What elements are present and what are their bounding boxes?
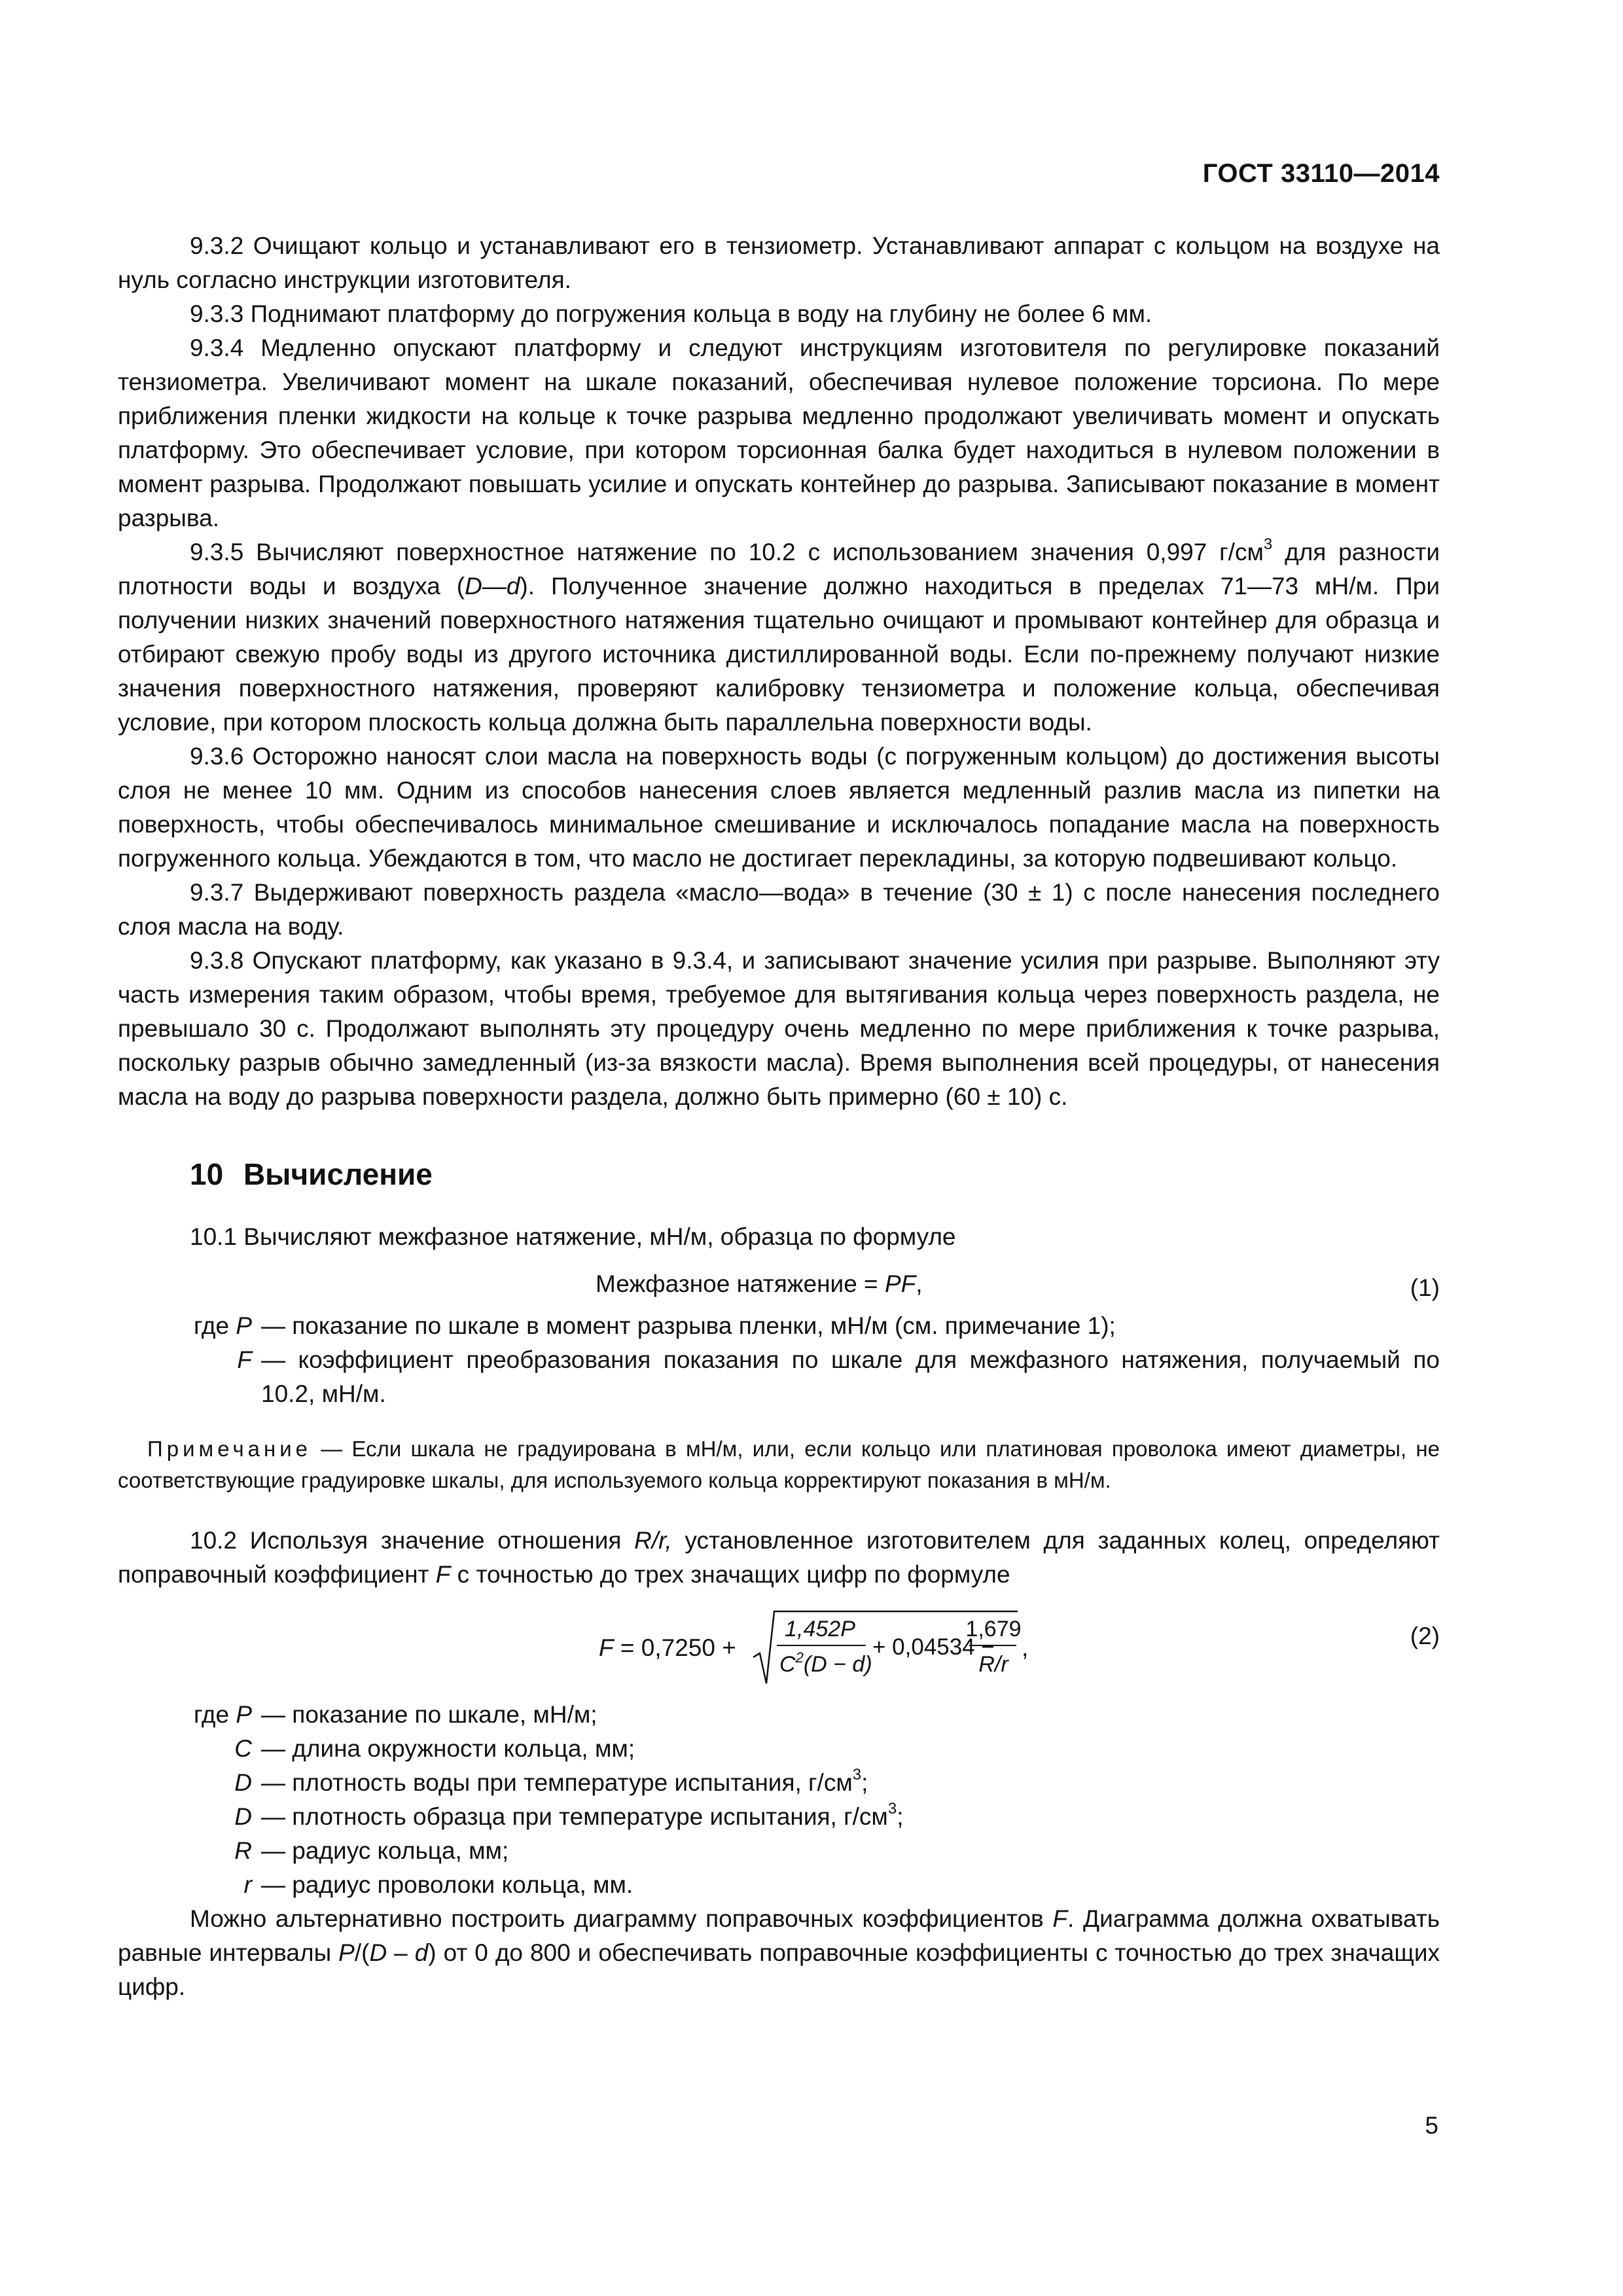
note-label: Примечание	[147, 1437, 312, 1461]
paragraph-10-2-part-b: установленное изготовителем для заданных колец, определяют поправочный коэффициент	[118, 1527, 1440, 1588]
symbol-r-wire: r	[243, 1871, 252, 1898]
symbol-p: P	[338, 1939, 355, 1966]
definition-symbol	[118, 1343, 252, 1411]
definition-row	[118, 1309, 1440, 1343]
definition-symbol	[118, 1868, 252, 1902]
symbol-f: F	[435, 1561, 451, 1588]
paragraph-9-3-6: 9.3.6 Осторожно наносят слои масла на поверхность воды (с погруженным кольцом) до достижения высоты слоя не менее 10 мм. Одним из способов нанесения слоев является медленный разлив масла из пипетки на поверхность, чтобы обеспечивалось минимальное смешивание и исключалось попадание масла на поверхность погруженного кольца. Убеждаются в том, что масло не достигает перекладины, за которую подвешивают кольцо.	[118, 743, 1440, 872]
superscript-3: 3	[1263, 535, 1273, 553]
paragraph-9-3-3: 9.3.3 Поднимают платформу до погружения кольца в воду на глубину не более 6 мм.	[190, 300, 1152, 327]
definition-text: — коэффициент преобразования показания по шкале для межфазного натяжения, получаемый по 10.2, мН/м.	[261, 1346, 1440, 1407]
paragraph-10-1: 10.1 Вычисляют межфазное натяжение, мН/м, образца по формуле	[190, 1223, 956, 1250]
definition-row	[118, 1868, 1440, 1902]
note-text: — Если шкала не градуирована в мН/м, или, если кольцо или платиновая проволока имеют диаметры, не соответствующие градуировке шкалы, для используемого кольца корректируют показания в мН/м.	[118, 1437, 1440, 1492]
formula-1-text: Межфазное натяжение =	[596, 1270, 885, 1297]
formula-2-comma: ,	[1022, 1634, 1029, 1661]
ratio-r-over-r: R/r,	[634, 1527, 672, 1554]
formula-1-row	[118, 1267, 1440, 1305]
definition-text: — показание по шкале в момент разрыва пленки, мН/м (см. примечание 1);	[261, 1312, 1116, 1339]
alt-part-c: /(	[354, 1939, 370, 1966]
definition-text	[252, 1766, 1440, 1800]
definition-row	[118, 1343, 1440, 1411]
formula-1-variable: PF	[884, 1270, 916, 1297]
alt-part-e: ) от 0 до 800 и обеспечивать поправочные коэффициенты с точностью до трех значащих цифр.	[118, 1939, 1440, 2000]
alt-part-b: . Диаграмма должна охватывать равные интервалы	[118, 1905, 1440, 1966]
section-heading	[118, 1157, 1440, 1191]
formula-2-row	[118, 1606, 1440, 1691]
alt-part-a: Можно альтернативно построить диаграмму поправочных коэффициентов	[190, 1905, 1053, 1932]
paragraph-9-3-7: 9.3.7 Выдерживают поверхность раздела «масло—вода» в течение (30 ± 1) с после нанесения последнего слоя масла на воду.	[118, 879, 1440, 940]
equation-number-2: (2)	[1410, 1623, 1440, 1649]
paragraph-9-3-5-part-d: ). Полученное значение должно находиться в пределах 71—73 мН/м. При получении низких значений поверхностного натяжения тщательно очищают и промывают контейнер для образца и отбирают свежую пробу воды из другого источника дистиллированной воды. Если по-прежнему получают низкие значения поверхностного натяжения, проверяют калибровку тензиометра и положение кольца, обеспечивая условие, при котором плоскость кольца должна быть параллельна поверхности воды.	[118, 573, 1440, 736]
formula-1-comma: ,	[916, 1270, 923, 1297]
where-prefix: где	[194, 1312, 236, 1339]
d-minus-d-italic: D—d	[465, 573, 520, 600]
definition-text: — радиус проволоки кольца, мм.	[261, 1871, 633, 1898]
definition-row	[118, 1834, 1440, 1868]
superscript-3: 3	[852, 1765, 862, 1784]
paragraph-alternative-diagram	[118, 1902, 1440, 2004]
symbol-f: F	[1052, 1905, 1068, 1932]
definition-text	[252, 1800, 1440, 1834]
paragraph-10-2-part-a: 10.2 Используя значение отношения	[190, 1527, 635, 1554]
paragraph-9-3-4: 9.3.4 Медленно опускают платформу и следуют инструкциям изготовителя по регулировке показаний тензиометра. Увеличивают момент на шкале показаний, обеспечивая нулевое положение торсиона. По мере приближения пленки жидкости на кольце к точке разрыва медленно продолжают увеличивать момент и опускать платформу. Это обеспечивает условие, при котором торсионная балка будет находиться в нулевом положении в момент разрыва. Продолжают повышать усилие и опускать контейнер до разрыва. Записывают показание в момент разрыва.	[118, 334, 1440, 531]
symbol-c: C	[234, 1735, 252, 1762]
page-content	[118, 229, 1440, 2004]
equation-number-1: (1)	[1410, 1274, 1440, 1301]
definition-symbol	[118, 1766, 252, 1800]
document-id-header: ГОСТ 33110—2014	[1202, 159, 1440, 188]
paragraph-9-3-5-part-a: 9.3.5 Вычисляют поверхностное натяжение по 10.2 с использованием значения 0,997 г/см	[190, 539, 1264, 565]
page-number: 5	[1425, 2112, 1438, 2139]
symbol-d-sample: D	[234, 1803, 252, 1830]
note	[118, 1433, 1440, 1496]
definition-row	[118, 1800, 1440, 1834]
alt-minus: –	[387, 1939, 415, 1966]
definition-text: — радиус кольца, мм;	[261, 1837, 509, 1864]
definition-text: — длина окружности кольца, мм;	[261, 1735, 635, 1762]
section-number: 10	[190, 1157, 224, 1191]
paragraph-10-2-part-c: с точностью до трех значащих цифр по формуле	[450, 1561, 1010, 1588]
symbol-d: D	[369, 1939, 387, 1966]
definition-tail: ;	[897, 1803, 904, 1830]
definition-body: — плотность воды при температуре испытания, г/см	[261, 1769, 853, 1796]
definition-row	[118, 1698, 1440, 1732]
definition-symbol	[118, 1732, 252, 1766]
fraction-2-denominator: R/r	[978, 1652, 1008, 1677]
fraction-1-numerator: 1,452P	[785, 1617, 855, 1641]
where-list-2	[118, 1698, 1440, 1902]
definition-row	[118, 1766, 1440, 1800]
superscript-3: 3	[887, 1799, 897, 1818]
symbol-p: P	[236, 1701, 252, 1728]
formula-2-middle-term: + 0,04534 −	[872, 1634, 995, 1660]
formula-2-lhs: F = 0,7250 +	[599, 1634, 736, 1661]
paragraph-10-2	[118, 1524, 1440, 1592]
symbol-p: P	[236, 1312, 252, 1339]
definition-body: — плотность образца при температуре испытания, г/см	[261, 1803, 888, 1830]
symbol-small-d: d	[414, 1939, 429, 1966]
formula-2	[599, 1606, 1188, 1691]
where-prefix: где	[194, 1701, 236, 1728]
definition-symbol	[118, 1834, 252, 1868]
fraction-2-numerator: 1,679	[965, 1617, 1022, 1641]
symbol-d-water: D	[234, 1769, 252, 1796]
paragraph-9-3-5-part-b: для разности плотности воды и воздуха (	[118, 539, 1440, 600]
definition-row	[118, 1732, 1440, 1766]
section-title: Вычисление	[243, 1157, 433, 1191]
fraction-1-denominator: $C^2(D - d)$	[779, 1649, 872, 1677]
symbol-r-ring: R	[234, 1837, 252, 1864]
paragraph-9-3-5	[118, 535, 1440, 740]
formula-1	[596, 1267, 923, 1301]
definition-tail: ;	[861, 1769, 868, 1796]
definition-text: — показание по шкале, мН/м;	[261, 1701, 597, 1728]
definition-symbol	[118, 1800, 252, 1834]
definition-symbol	[118, 1309, 252, 1343]
where-list-1	[118, 1309, 1440, 1411]
symbol-f: F	[237, 1346, 252, 1373]
paragraph-9-3-8: 9.3.8 Опускают платформу, как указано в 9.3.4, и записывают значение усилия при разрыве. Выполняют эту часть измерения таким образом, чтобы время, требуемое для вытягивания кольца через поверхность раздела, не превышало 30 с. Продолжают выполнять эту процедуру очень медленно по мере приближения к точке разрыва, поскольку разрыв обычно замедленный (из-за вязкости масла). Время выполнения всей процедуры, от нанесения масла на воду до разрыва поверхности раздела, должно быть примерно (60 ± 10) с.	[118, 947, 1440, 1110]
paragraph-9-3-2: 9.3.2 Очищают кольцо и устанавливают его в тензиометр. Устанавливают аппарат с кольцом на воздухе на нуль согласно инструкции изготовителя.	[118, 232, 1440, 293]
definition-symbol	[118, 1698, 252, 1732]
